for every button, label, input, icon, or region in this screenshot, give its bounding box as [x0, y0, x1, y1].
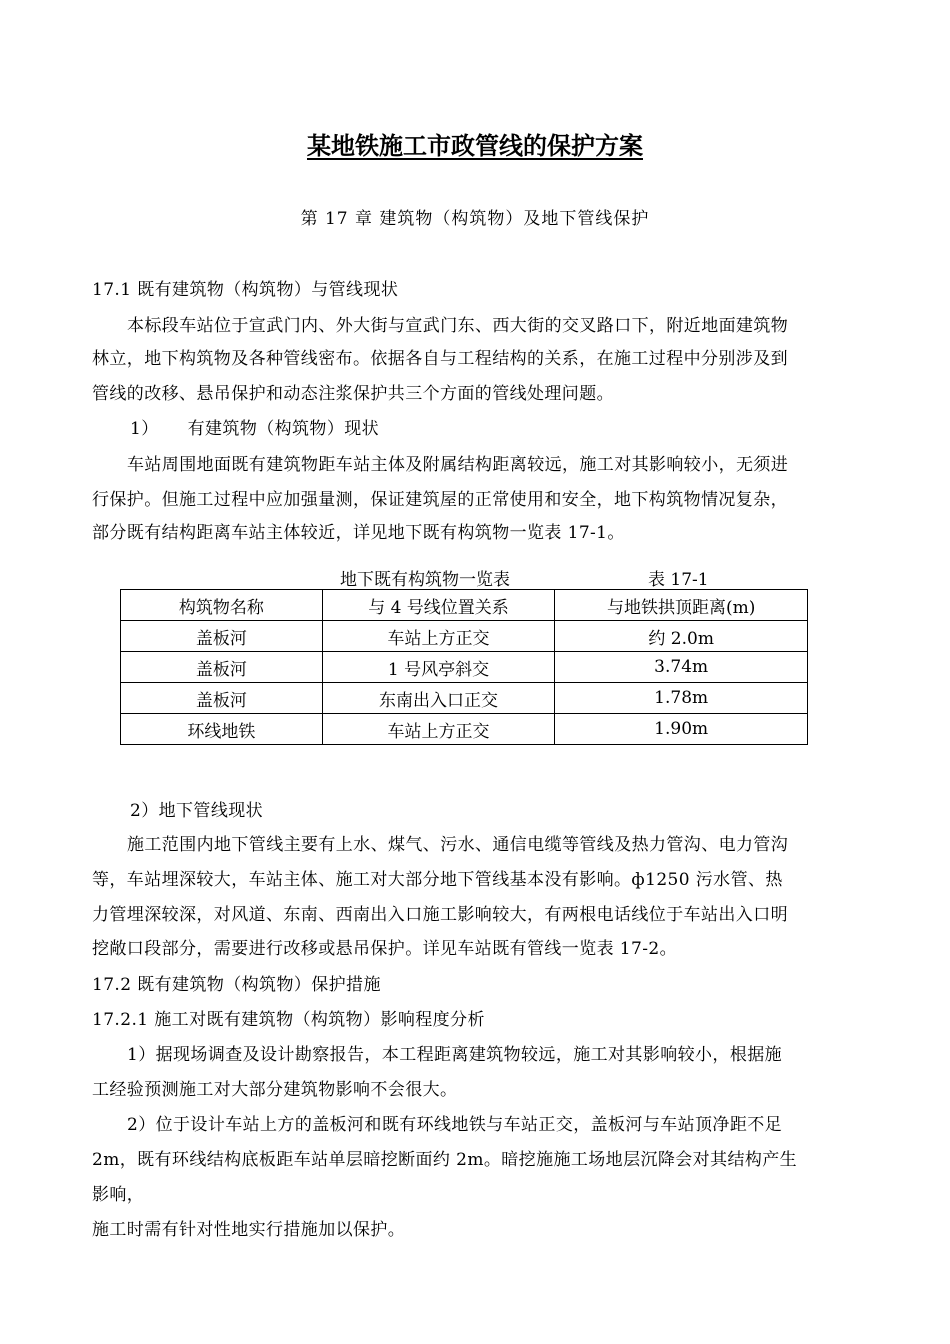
- table-cell: 车站上方正交: [322, 621, 555, 652]
- paragraph-line: 2m，既有环线结构底板距车站单层暗挖断面约 2m。暗挖施施工场地层沉降会对其结构产生: [92, 1150, 798, 1170]
- paragraph-line: 挖敞口段部分，需要进行改移或悬吊保护。详见车站既有管线一览表 17-2。: [92, 939, 677, 959]
- paragraph-line: 2）位于设计车站上方的盖板河和既有环线地铁与车站正交，盖板河与车站顶净距不足: [127, 1115, 783, 1135]
- table-row: [121, 714, 808, 745]
- table-row: [121, 621, 808, 652]
- table-cell: 1.78m: [555, 683, 808, 714]
- paragraph-line: 管线的改移、悬吊保护和动态注浆保护共三个方面的管线处理问题。: [92, 384, 614, 404]
- section-17-1-heading: 17.1 既有建筑物（构筑物）与管线现状: [92, 280, 399, 300]
- table-header-cell: 构筑物名称: [121, 590, 323, 621]
- table-cell: 盖板河: [121, 652, 323, 683]
- table-row: [121, 652, 808, 683]
- table-header-cell: 与 4 号线位置关系: [322, 590, 555, 621]
- table-row: [121, 683, 808, 714]
- paragraph-line: 施工范围内地下管线主要有上水、煤气、污水、通信电缆等管线及热力管沟、电力管沟: [127, 835, 789, 855]
- table-cell: 约 2.0m: [555, 621, 808, 652]
- table-cell: 环线地铁: [121, 714, 323, 745]
- table-cell: 盖板河: [121, 621, 323, 652]
- table-cell: 1 号风亭斜交: [322, 652, 555, 683]
- paragraph-line: 1）据现场调查及设计勘察报告，本工程距离建筑物较远，施工对其影响较小，根据施: [127, 1045, 783, 1065]
- section-17-2-1-heading: 17.2.1 施工对既有建筑物（构筑物）影响程度分析: [92, 1010, 485, 1030]
- paragraph-line: 力管埋深较深，对风道、东南、西南出入口施工影响较大，有两根电话线位于车站出入口明: [92, 905, 788, 925]
- document-title: 某地铁施工市政管线的保护方案: [307, 131, 643, 160]
- paragraph-line: 车站周围地面既有建筑物距车站主体及附属结构距离较远，施工对其影响较小，无须进: [127, 455, 789, 475]
- item1-heading: 1） 有建筑物（构筑物）现状: [130, 419, 380, 439]
- table-cell: 车站上方正交: [322, 714, 555, 745]
- paragraph-line: 工经验预测施工对大部分建筑物影响不会很大。: [92, 1080, 458, 1100]
- paragraph-line: 行保护。但施工过程中应加强量测，保证建筑屋的正常使用和安全，地下构筑物情况复杂，: [92, 490, 788, 510]
- table-cell: 东南出入口正交: [322, 683, 555, 714]
- table-header-row: [121, 590, 808, 621]
- table-number: 表 17-1: [648, 570, 709, 590]
- table-cell: 盖板河: [121, 683, 323, 714]
- item2-heading: 2）地下管线现状: [130, 801, 264, 821]
- paragraph-line: 施工时需有针对性地实行措施加以保护。: [92, 1220, 406, 1240]
- paragraph-line: 影响，: [92, 1185, 145, 1205]
- paragraph-line: 林立，地下构筑物及各种管线密布。依据各自与工程结构的关系，在施工过程中分别涉及到: [92, 349, 788, 369]
- table-caption: 地下既有构筑物一览表: [340, 570, 510, 590]
- paragraph-line: 等，车站埋深较大，车站主体、施工对大部分地下管线基本没有影响。ф1250 污水管、热: [92, 870, 783, 890]
- section-17-2-heading: 17.2 既有建筑物（构筑物）保护措施: [92, 975, 381, 995]
- structures-table: [120, 589, 808, 745]
- chapter-heading: 第 17 章 建筑物（构筑物）及地下管线保护: [300, 209, 650, 229]
- table-cell: 1.90m: [555, 714, 808, 745]
- table-header-cell: 与地铁拱顶距离(m): [555, 590, 808, 621]
- paragraph-line: 本标段车站位于宣武门内、外大街与宣武门东、西大街的交叉路口下，附近地面建筑物: [127, 316, 789, 336]
- table-cell: 3.74m: [555, 652, 808, 683]
- paragraph-line: 部分既有结构距离车站主体较近，详见地下既有构筑物一览表 17-1。: [92, 523, 625, 543]
